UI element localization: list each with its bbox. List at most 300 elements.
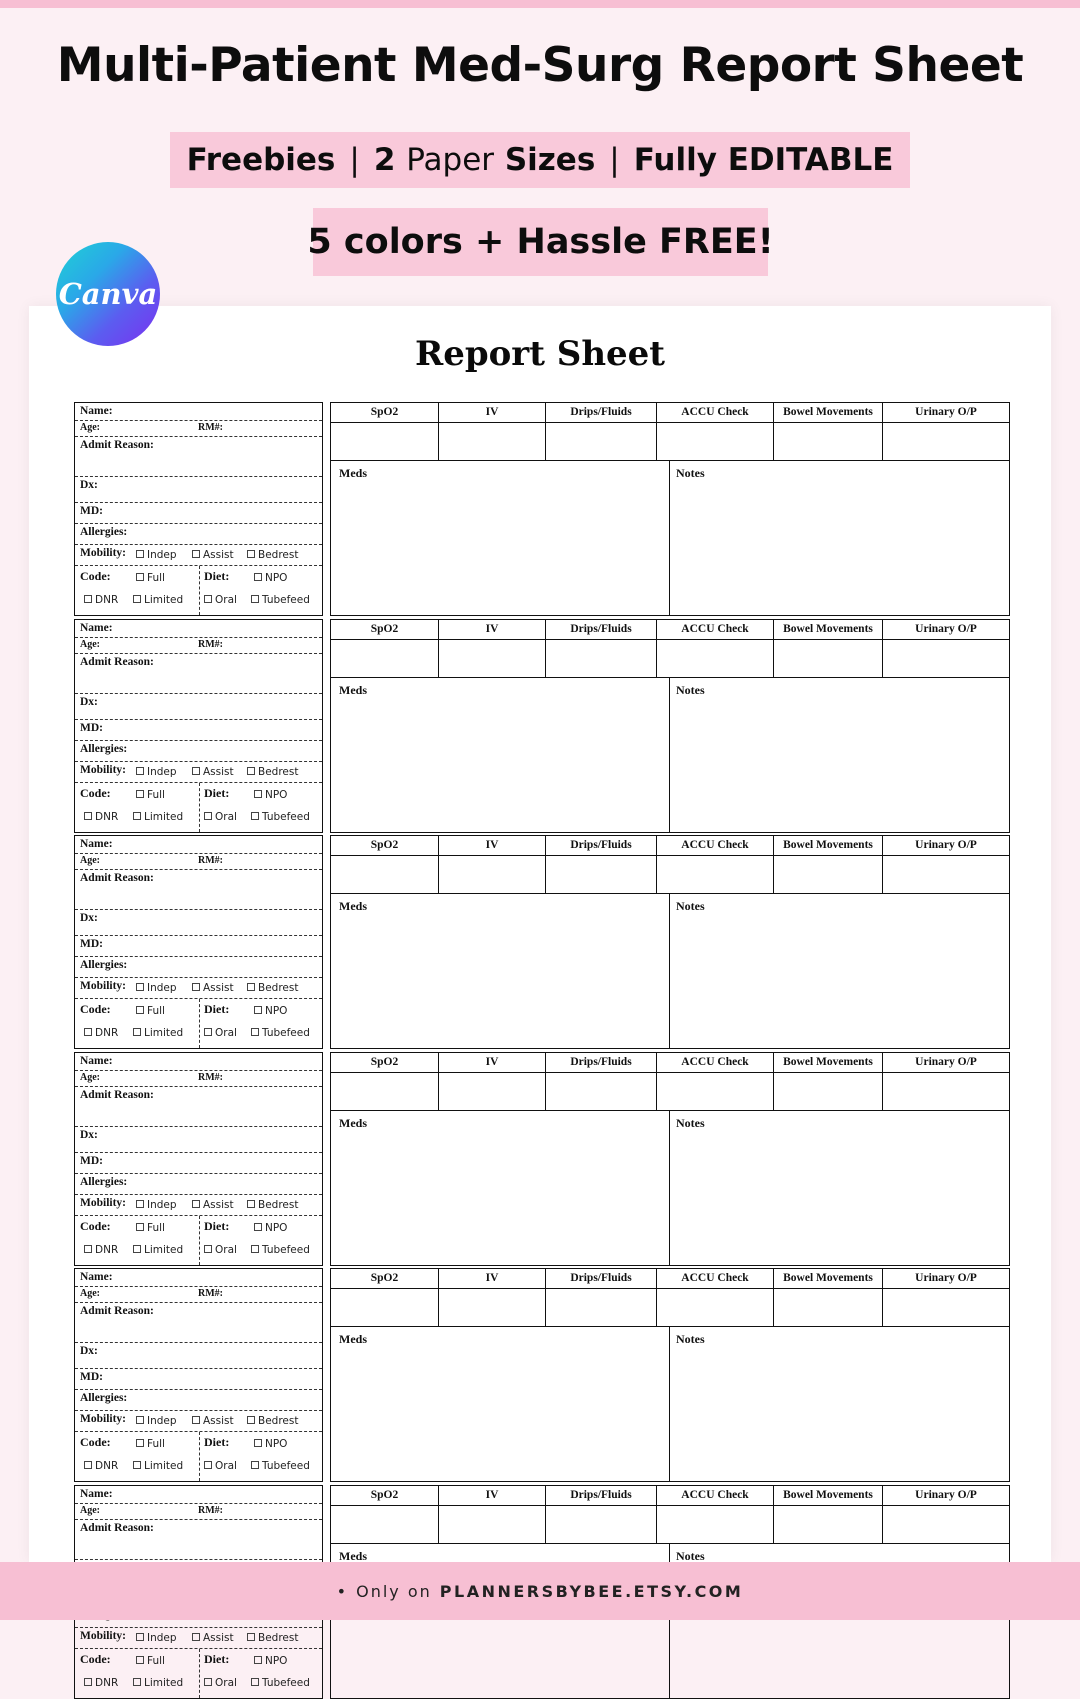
checkbox-icon[interactable]: [192, 983, 200, 991]
bedrest-option[interactable]: [247, 982, 298, 994]
meds-label: Meds: [339, 1115, 367, 1130]
vitals-cell[interactable]: [883, 423, 1009, 461]
tubefeed-option[interactable]: [251, 594, 310, 606]
limited-label: Limited: [144, 1243, 184, 1256]
notes-label: Notes: [676, 899, 705, 913]
name-row[interactable]: [75, 1486, 322, 1504]
bedrest-option[interactable]: [247, 1199, 298, 1211]
vitals-cell[interactable]: [439, 1506, 546, 1544]
notes-label: Notes: [676, 1332, 705, 1346]
limited-option[interactable]: [133, 1027, 183, 1039]
name-label: Name:: [80, 1487, 113, 1500]
name-label: Name:: [80, 405, 113, 417]
column-header: SpO2: [331, 1053, 439, 1073]
checkbox-icon[interactable]: [204, 595, 212, 603]
tubefeed-option[interactable]: [251, 811, 310, 823]
tubefeed-label: Tubefeed: [262, 1027, 310, 1039]
rm-label: RM#:: [198, 1288, 223, 1299]
age-row[interactable]: [75, 854, 322, 870]
npo-option[interactable]: [254, 1222, 287, 1234]
mobility-row: [75, 545, 322, 566]
md-label: MD:: [80, 938, 103, 950]
checkbox-icon[interactable]: [204, 812, 212, 820]
vitals-cell[interactable]: [331, 856, 439, 894]
checkbox-icon[interactable]: [136, 1439, 144, 1447]
checkbox-icon[interactable]: [251, 595, 259, 603]
oral-option[interactable]: [204, 811, 237, 823]
footer-bar: [0, 1562, 1080, 1620]
checkbox-icon[interactable]: [136, 1200, 144, 1208]
assist-label: Assist: [203, 549, 234, 561]
diet-label: Diet:: [204, 785, 230, 800]
column-header: Drips/Fluids: [546, 1053, 657, 1073]
column-header: Urinary O/P: [883, 1269, 1009, 1289]
limited-label: Limited: [144, 1676, 184, 1689]
column-header: ACCU Check: [657, 836, 774, 856]
mobility-label: Mobility:: [80, 1196, 126, 1209]
vitals-cell[interactable]: [657, 856, 774, 894]
name-row[interactable]: [75, 403, 322, 421]
page-title: Multi-Patient Med-Surg Report Sheet: [56, 38, 1024, 93]
allergies-row[interactable]: [75, 957, 322, 978]
code-diet-divider: [199, 566, 200, 615]
checkbox-icon[interactable]: [254, 1656, 262, 1664]
full-label: Full: [147, 1654, 165, 1667]
assist-option[interactable]: [192, 549, 234, 561]
md-row[interactable]: [75, 1153, 322, 1174]
column-header: ACCU Check: [657, 403, 774, 423]
patient-block: [74, 1268, 1010, 1482]
checkbox-icon[interactable]: [192, 1633, 200, 1641]
vitals-cell[interactable]: [546, 640, 657, 678]
vitals-cell[interactable]: [657, 1506, 774, 1544]
full-label: Full: [147, 1005, 165, 1017]
checkbox-icon[interactable]: [251, 1245, 259, 1253]
dx-label: Dx:: [80, 912, 98, 924]
dnr-option[interactable]: [84, 1677, 118, 1689]
mobility-label: Mobility:: [80, 980, 126, 992]
indep-option[interactable]: [136, 982, 177, 994]
indep-option[interactable]: [136, 1415, 177, 1427]
bedrest-label: Bedrest: [258, 982, 299, 994]
md-row[interactable]: [75, 720, 322, 741]
assist-option[interactable]: [192, 982, 234, 994]
checkbox-icon[interactable]: [133, 595, 141, 603]
md-row[interactable]: [75, 1369, 322, 1390]
vitals-cell[interactable]: [774, 423, 883, 461]
column-header: IV: [439, 1486, 546, 1506]
vitals-cell[interactable]: [439, 1289, 546, 1327]
paper-count: 2: [373, 142, 396, 178]
dx-label: Dx:: [80, 1345, 98, 1357]
limited-option[interactable]: [133, 1677, 183, 1689]
code-diet-area: [75, 783, 322, 832]
name-row[interactable]: [75, 836, 322, 854]
indep-option[interactable]: [136, 549, 177, 561]
rm-label: RM#:: [198, 855, 223, 866]
checkbox-icon[interactable]: [204, 1245, 212, 1253]
allergies-label: Allergies:: [80, 1392, 128, 1404]
full-option[interactable]: [136, 1222, 165, 1234]
code-diet-area: [75, 1649, 322, 1698]
checkbox-icon[interactable]: [136, 790, 144, 798]
npo-label: NPO: [265, 1654, 288, 1667]
dnr-label: DNR: [95, 1460, 119, 1472]
vitals-cell[interactable]: [883, 856, 1009, 894]
admit-reason-row[interactable]: [75, 1087, 322, 1127]
checkbox-icon[interactable]: [254, 1006, 262, 1014]
npo-option[interactable]: [254, 1005, 287, 1017]
colors-banner: 5 colors + Hassle FREE!: [313, 208, 768, 276]
full-label: Full: [147, 788, 165, 801]
checkbox-icon[interactable]: [133, 1678, 141, 1686]
dnr-option[interactable]: [84, 1244, 118, 1256]
checkbox-icon[interactable]: [84, 1028, 92, 1036]
assist-option[interactable]: [192, 766, 234, 778]
name-label: Name:: [80, 1271, 113, 1283]
oral-label: Oral: [215, 1676, 237, 1689]
checkbox-icon[interactable]: [254, 1439, 262, 1447]
limited-option[interactable]: [133, 1244, 183, 1256]
vitals-cell[interactable]: [546, 1289, 657, 1327]
vitals-cell[interactable]: [439, 856, 546, 894]
indep-label: Indep: [147, 765, 177, 778]
vitals-cell[interactable]: [774, 640, 883, 678]
checkbox-icon[interactable]: [251, 1028, 259, 1036]
code-diet-area: [75, 566, 322, 615]
npo-option[interactable]: [254, 789, 287, 801]
npo-option[interactable]: [254, 1655, 287, 1667]
column-header: IV: [439, 403, 546, 423]
checkbox-icon[interactable]: [251, 1461, 259, 1469]
admit-reason-label: Admit Reason:: [80, 872, 154, 884]
admit-reason-row[interactable]: [75, 654, 322, 694]
checkbox-icon[interactable]: [133, 1245, 141, 1253]
code-diet-divider: [199, 999, 200, 1048]
bedrest-option[interactable]: [247, 1415, 298, 1427]
oral-option[interactable]: [204, 1027, 237, 1039]
checkbox-icon[interactable]: [84, 1245, 92, 1253]
checkbox-icon[interactable]: [247, 983, 255, 991]
bedrest-option[interactable]: [247, 549, 298, 561]
vitals-panel: [330, 619, 1010, 833]
checkbox-icon[interactable]: [136, 573, 144, 581]
age-row[interactable]: [75, 1071, 322, 1087]
code-label: Code:: [80, 785, 111, 800]
md-row[interactable]: [75, 503, 322, 524]
checkbox-icon[interactable]: [251, 1678, 259, 1686]
vitals-cell[interactable]: [331, 1289, 439, 1327]
code-label: Code:: [80, 1218, 111, 1233]
indep-option[interactable]: [136, 766, 177, 778]
checkbox-icon[interactable]: [136, 767, 144, 775]
patient-info-panel: [74, 835, 323, 1049]
column-header: Drips/Fluids: [546, 620, 657, 640]
oral-option[interactable]: [204, 1244, 237, 1256]
column-header: Urinary O/P: [883, 1053, 1009, 1073]
oral-option[interactable]: [204, 594, 237, 606]
oral-label: Oral: [215, 810, 237, 823]
dnr-option[interactable]: [84, 1460, 118, 1472]
code-label: Code:: [80, 1002, 111, 1016]
tubefeed-option[interactable]: [251, 1027, 310, 1039]
vitals-cell[interactable]: [774, 1073, 883, 1111]
checkbox-icon[interactable]: [204, 1461, 212, 1469]
checkbox-icon[interactable]: [247, 1633, 255, 1641]
column-header: Bowel Movements: [774, 1053, 883, 1073]
md-label: MD:: [80, 721, 103, 734]
checkbox-icon[interactable]: [133, 812, 141, 820]
full-option[interactable]: [136, 1438, 165, 1450]
diet-label: Diet:: [204, 1002, 230, 1016]
oral-label: Oral: [215, 594, 237, 606]
patient-info-panel: [74, 1268, 323, 1482]
admit-reason-row[interactable]: [75, 870, 322, 910]
assist-option[interactable]: [192, 1199, 234, 1211]
tubefeed-option[interactable]: [251, 1677, 310, 1689]
dx-row[interactable]: [75, 1343, 322, 1369]
code-label: Code:: [80, 569, 111, 583]
checkbox-icon[interactable]: [136, 1656, 144, 1664]
vitals-cell[interactable]: [657, 640, 774, 678]
npo-label: NPO: [265, 1005, 288, 1017]
tubefeed-option[interactable]: [251, 1460, 310, 1472]
vitals-cell[interactable]: [546, 1506, 657, 1544]
meds-label: Meds: [339, 682, 367, 697]
allergies-label: Allergies:: [80, 742, 128, 755]
checkbox-icon[interactable]: [192, 1416, 200, 1424]
dnr-label: DNR: [95, 594, 119, 606]
allergies-row[interactable]: [75, 524, 322, 545]
admit-reason-row[interactable]: [75, 1520, 322, 1560]
assist-option[interactable]: [192, 1415, 234, 1427]
sheet-title: Report Sheet: [414, 334, 666, 374]
editable-text: Fully EDITABLE: [633, 142, 894, 178]
name-row[interactable]: [75, 620, 322, 638]
dx-label: Dx:: [80, 695, 98, 708]
code-diet-divider: [199, 1216, 200, 1265]
checkbox-icon[interactable]: [136, 1223, 144, 1231]
column-header: Bowel Movements: [774, 1486, 883, 1506]
limited-option[interactable]: [133, 594, 183, 606]
column-header: Bowel Movements: [774, 836, 883, 856]
tubefeed-label: Tubefeed: [262, 810, 310, 823]
vitals-cell[interactable]: [883, 640, 1009, 678]
age-row[interactable]: [75, 1504, 322, 1520]
vitals-cell[interactable]: [439, 423, 546, 461]
dnr-label: DNR: [95, 1243, 119, 1256]
dnr-option[interactable]: [84, 1027, 118, 1039]
rm-label: RM#:: [198, 1071, 223, 1083]
vitals-cell[interactable]: [331, 640, 439, 678]
assist-option[interactable]: [192, 1632, 234, 1644]
checkbox-icon[interactable]: [251, 812, 259, 820]
dx-row[interactable]: [75, 1127, 322, 1153]
full-option[interactable]: [136, 572, 165, 584]
vitals-cell[interactable]: [774, 856, 883, 894]
checkbox-icon[interactable]: [84, 595, 92, 603]
vitals-cell[interactable]: [439, 1073, 546, 1111]
checkbox-icon[interactable]: [254, 573, 262, 581]
meds-label: Meds: [339, 466, 367, 480]
vitals-cell[interactable]: [657, 423, 774, 461]
notes-label: Notes: [676, 466, 705, 480]
checkbox-icon[interactable]: [136, 550, 144, 558]
paper-word: Paper: [406, 142, 495, 178]
bedrest-option[interactable]: [247, 766, 298, 778]
diet-label: Diet:: [204, 1651, 230, 1666]
indep-label: Indep: [147, 1198, 177, 1211]
full-option[interactable]: [136, 1005, 165, 1017]
checkbox-icon[interactable]: [133, 1461, 141, 1469]
checkbox-icon[interactable]: [84, 812, 92, 820]
separator: |: [609, 142, 620, 178]
checkbox-icon[interactable]: [254, 790, 262, 798]
limited-label: Limited: [144, 1460, 184, 1472]
feature-banner: [170, 132, 910, 188]
mobility-row: [75, 1195, 322, 1216]
dnr-label: DNR: [95, 810, 119, 823]
age-row[interactable]: [75, 421, 322, 437]
dx-row[interactable]: [75, 477, 322, 503]
bedrest-label: Bedrest: [258, 549, 299, 561]
checkbox-icon[interactable]: [136, 1006, 144, 1014]
admit-reason-row[interactable]: [75, 1303, 322, 1343]
vitals-cell[interactable]: [657, 1289, 774, 1327]
vitals-cell[interactable]: [546, 1073, 657, 1111]
meds-notes-divider: [669, 1111, 670, 1265]
oral-label: Oral: [215, 1243, 237, 1256]
patient-info-panel: [74, 402, 323, 616]
code-diet-divider: [199, 1432, 200, 1481]
checkbox-icon[interactable]: [133, 1028, 141, 1036]
oral-option[interactable]: [204, 1460, 237, 1472]
column-header: IV: [439, 1269, 546, 1289]
tubefeed-option[interactable]: [251, 1244, 310, 1256]
vitals-cell[interactable]: [883, 1289, 1009, 1327]
vitals-cell[interactable]: [331, 1506, 439, 1544]
allergies-row[interactable]: [75, 741, 322, 762]
vitals-cell[interactable]: [883, 1073, 1009, 1111]
dnr-option[interactable]: [84, 594, 118, 606]
indep-option[interactable]: [136, 1199, 177, 1211]
admit-reason-label: Admit Reason:: [80, 1088, 154, 1101]
checkbox-icon[interactable]: [204, 1678, 212, 1686]
checkbox-icon[interactable]: [204, 1028, 212, 1036]
checkbox-icon[interactable]: [84, 1461, 92, 1469]
vitals-cell[interactable]: [883, 1506, 1009, 1544]
age-row[interactable]: [75, 1287, 322, 1303]
checkbox-icon[interactable]: [136, 1416, 144, 1424]
code-label: Code:: [80, 1435, 111, 1449]
npo-option[interactable]: [254, 1438, 287, 1450]
assist-label: Assist: [203, 1415, 234, 1427]
checkbox-icon[interactable]: [84, 1678, 92, 1686]
rm-label: RM#:: [198, 638, 223, 650]
bedrest-option[interactable]: [247, 1632, 298, 1644]
checkbox-icon[interactable]: [136, 1633, 144, 1641]
patient-block: [74, 402, 1010, 616]
bedrest-label: Bedrest: [258, 765, 299, 778]
vitals-cell[interactable]: [657, 1073, 774, 1111]
vitals-cell[interactable]: [774, 1289, 883, 1327]
checkbox-icon[interactable]: [247, 767, 255, 775]
mobility-label: Mobility:: [80, 547, 126, 559]
vitals-cell[interactable]: [331, 423, 439, 461]
dx-row[interactable]: [75, 910, 322, 936]
dx-row[interactable]: [75, 694, 322, 720]
checkbox-icon[interactable]: [254, 1223, 262, 1231]
name-row[interactable]: [75, 1053, 322, 1071]
column-header: SpO2: [331, 620, 439, 640]
assist-label: Assist: [203, 982, 234, 994]
name-row[interactable]: [75, 1269, 322, 1287]
npo-label: NPO: [265, 572, 288, 584]
dnr-option[interactable]: [84, 811, 118, 823]
limited-option[interactable]: [133, 1460, 183, 1472]
notes-label: Notes: [676, 682, 705, 697]
column-header: IV: [439, 836, 546, 856]
vitals-panel: [330, 402, 1010, 616]
shop-link[interactable]: PLANNERSBYBEE.ETSY.COM: [439, 1581, 744, 1601]
indep-option[interactable]: [136, 1632, 177, 1644]
notes-label: Notes: [676, 1115, 705, 1130]
md-row[interactable]: [75, 936, 322, 957]
checkbox-icon[interactable]: [247, 1200, 255, 1208]
allergies-row[interactable]: [75, 1174, 322, 1195]
column-header: Bowel Movements: [774, 620, 883, 640]
column-header: Drips/Fluids: [546, 403, 657, 423]
vitals-cell[interactable]: [774, 1506, 883, 1544]
checkbox-icon[interactable]: [247, 1416, 255, 1424]
age-row[interactable]: [75, 638, 322, 654]
age-label: Age:: [80, 855, 100, 866]
full-option[interactable]: [136, 789, 165, 801]
checkbox-icon[interactable]: [192, 1200, 200, 1208]
column-header: Bowel Movements: [774, 403, 883, 423]
column-header: ACCU Check: [657, 1269, 774, 1289]
code-diet-divider: [199, 1649, 200, 1698]
vitals-cell[interactable]: [331, 1073, 439, 1111]
npo-option[interactable]: [254, 572, 287, 584]
checkbox-icon[interactable]: [192, 550, 200, 558]
patient-info-panel: [74, 1052, 323, 1266]
dx-label: Dx:: [80, 1128, 98, 1141]
vitals-cell[interactable]: [546, 423, 657, 461]
meds-label: Meds: [339, 1548, 367, 1563]
full-option[interactable]: [136, 1655, 165, 1667]
column-header: Urinary O/P: [883, 403, 1009, 423]
vitals-cell[interactable]: [439, 640, 546, 678]
code-diet-area: [75, 1432, 322, 1481]
age-label: Age:: [80, 422, 100, 433]
checkbox-icon[interactable]: [192, 767, 200, 775]
vitals-cell[interactable]: [546, 856, 657, 894]
column-header: ACCU Check: [657, 1486, 774, 1506]
meds-notes-divider: [669, 894, 670, 1048]
limited-option[interactable]: [133, 811, 183, 823]
oral-label: Oral: [215, 1027, 237, 1039]
admit-reason-row[interactable]: [75, 437, 322, 477]
allergies-label: Allergies:: [80, 959, 128, 971]
md-label: MD:: [80, 1371, 103, 1383]
checkbox-icon[interactable]: [136, 983, 144, 991]
checkbox-icon[interactable]: [247, 550, 255, 558]
oral-option[interactable]: [204, 1677, 237, 1689]
allergies-row[interactable]: [75, 1390, 322, 1411]
allergies-label: Allergies:: [80, 526, 128, 538]
admit-reason-label: Admit Reason:: [80, 1521, 154, 1534]
